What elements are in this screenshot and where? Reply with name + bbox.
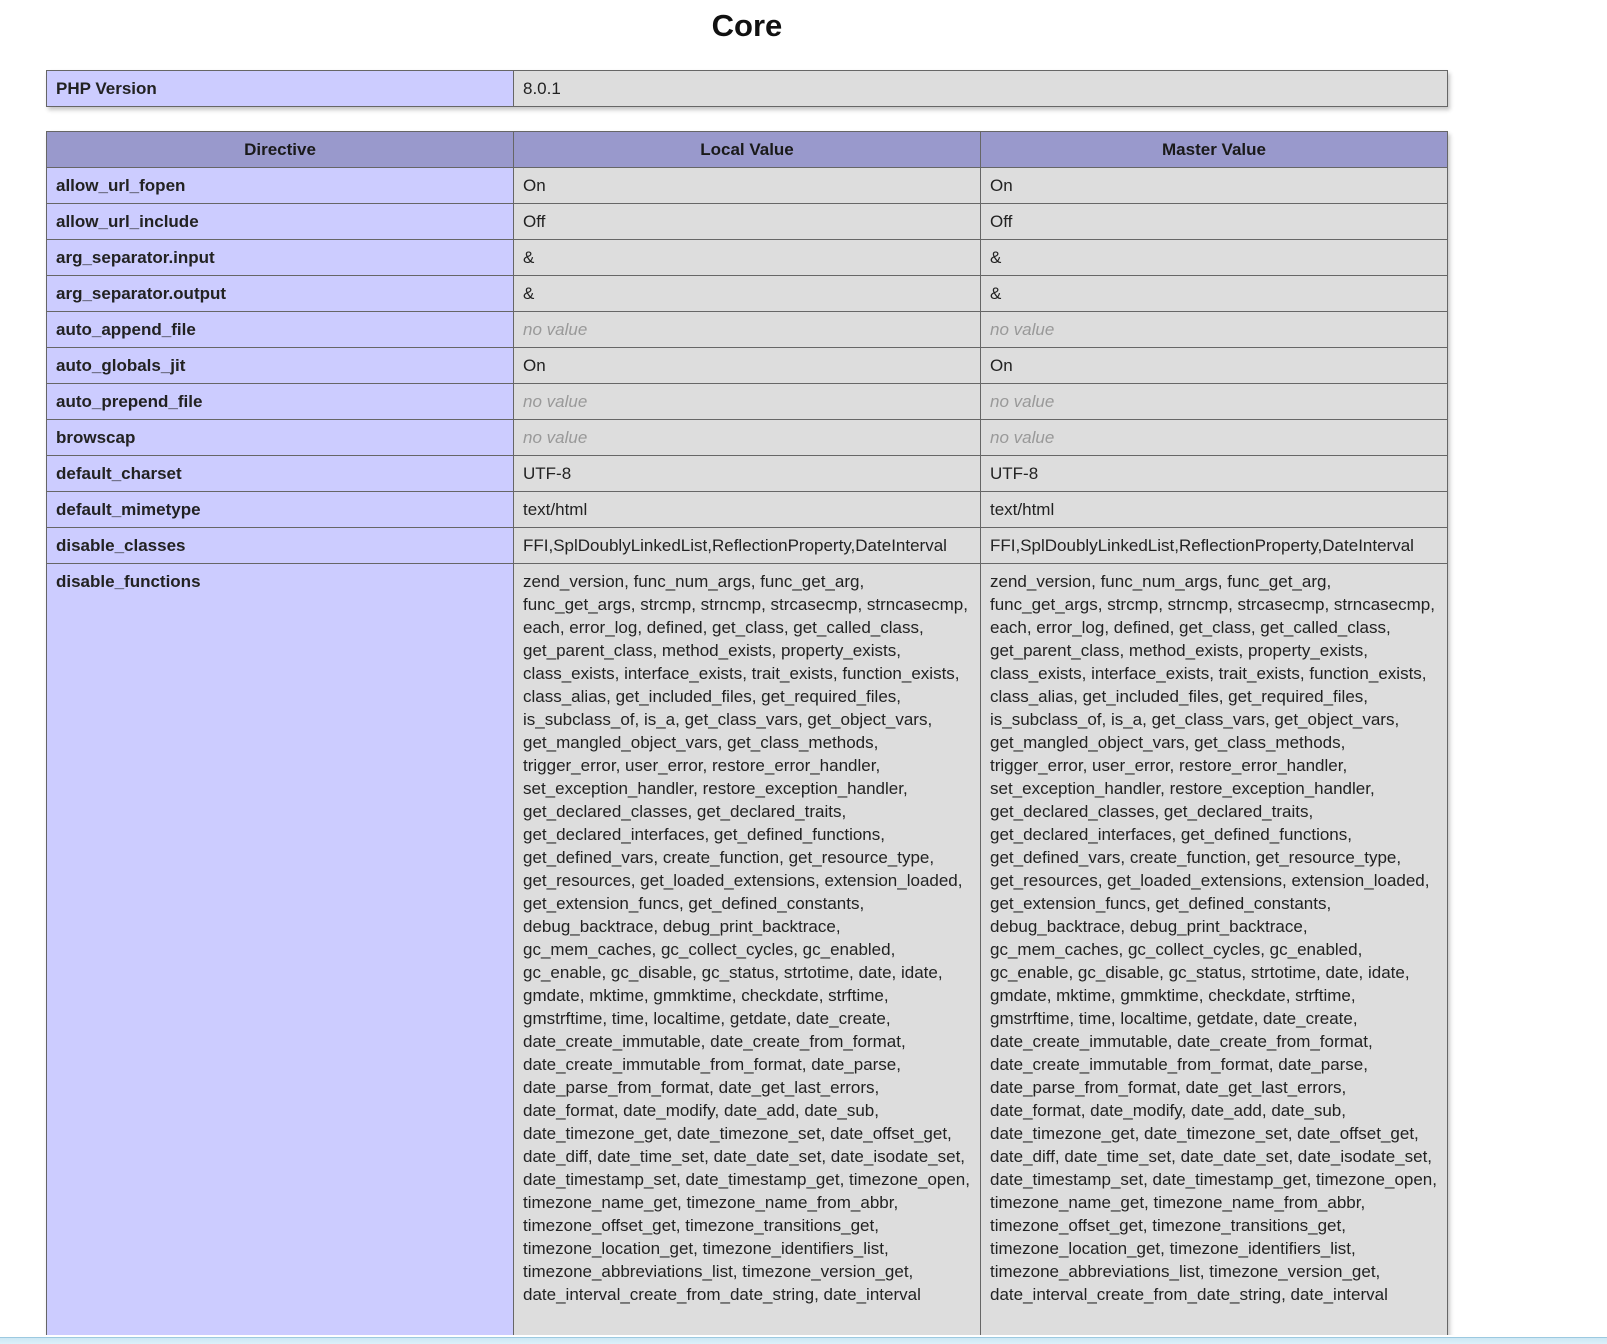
php-version-label: PHP Version <box>47 71 514 107</box>
directive-name: disable_classes <box>47 528 514 564</box>
local-value: Off <box>514 204 981 240</box>
directive-row <box>47 312 1448 348</box>
directive-name: browscap <box>47 420 514 456</box>
directive-name: auto_prepend_file <box>47 384 514 420</box>
php-version-value: 8.0.1 <box>514 71 1448 107</box>
local-value: no value <box>514 384 981 420</box>
local-value: text/html <box>514 492 981 528</box>
local-value: no value <box>514 312 981 348</box>
local-value: & <box>514 240 981 276</box>
directive-row <box>47 420 1448 456</box>
taskbar-edge <box>0 1335 1607 1344</box>
local-value: FFI,SplDoublyLinkedList,ReflectionProperty,DateInterval <box>514 528 981 564</box>
local-value: On <box>514 348 981 384</box>
column-header-master-value: Master Value <box>981 132 1448 168</box>
directive-rows <box>47 168 1448 1344</box>
master-value: UTF-8 <box>981 456 1448 492</box>
phpinfo-core-section <box>46 8 1448 1344</box>
master-value: text/html <box>981 492 1448 528</box>
directive-name: disable_functions <box>47 564 514 1344</box>
core-directives-table <box>46 131 1448 1344</box>
local-value: & <box>514 276 981 312</box>
directive-row <box>47 456 1448 492</box>
master-value: & <box>981 240 1448 276</box>
master-value: Off <box>981 204 1448 240</box>
directive-row <box>47 492 1448 528</box>
master-value: no value <box>981 384 1448 420</box>
directive-name: default_mimetype <box>47 492 514 528</box>
column-header-directive: Directive <box>47 132 514 168</box>
local-value: UTF-8 <box>514 456 981 492</box>
directive-name: arg_separator.input <box>47 240 514 276</box>
master-value: On <box>981 168 1448 204</box>
directive-name: allow_url_include <box>47 204 514 240</box>
master-value: On <box>981 348 1448 384</box>
directive-row <box>47 564 1448 1344</box>
table-header-row <box>47 132 1448 168</box>
php-version-row <box>47 71 1448 107</box>
directive-row <box>47 384 1448 420</box>
directive-name: arg_separator.output <box>47 276 514 312</box>
local-value: zend_version, func_num_args, func_get_arg, func_get_args, strcmp, strncmp, strcasecmp, strncasecmp, each, error_log, defined, get_class, get_called_class, get_parent_class, method_exists, property_exists, class_exists, interface_exists, trait_exists, function_exists, class_alias, get_included_files, get_required_files, is_subclass_of, is_a, get_class_vars, get_object_vars, get_mangled_object_vars, get_class_methods, trigger_error, user_error, restore_error_handler, set_exception_handler, restore_exception_handler, get_declared_classes, get_declared_traits, get_declared_interfaces, get_defined_functions, get_defined_vars, create_function, get_resource_type, get_resources, get_loaded_extensions, extension_loaded, get_extension_funcs, get_defined_constants, debug_backtrace, debug_print_backtrace, gc_mem_caches, gc_collect_cycles, gc_enabled, gc_enable, gc_disable, gc_status, strtotime, date, idate, gmdate, mktime, gmmktime, checkdate, strftime, gmstrftime, time, localtime, getdate, date_create, date_create_immutable, date_create_from_format, date_create_immutable_from_format, date_parse, date_parse_from_format, date_get_last_errors, date_format, date_modify, date_add, date_sub, date_timezone_get, date_timezone_set, date_offset_get, date_diff, date_time_set, date_date_set, date_isodate_set, date_timestamp_set, date_timestamp_get, timezone_open, timezone_name_get, timezone_name_from_abbr, timezone_offset_get, timezone_transitions_get, timezone_location_get, timezone_identifiers_list, timezone_abbreviations_list, timezone_version_get, date_interval_create_from_date_string, date_interval <box>514 564 981 1344</box>
directive-row <box>47 348 1448 384</box>
directive-row <box>47 240 1448 276</box>
master-value: no value <box>981 420 1448 456</box>
master-value: FFI,SplDoublyLinkedList,ReflectionProperty,DateInterval <box>981 528 1448 564</box>
directive-row <box>47 204 1448 240</box>
master-value: no value <box>981 312 1448 348</box>
master-value: zend_version, func_num_args, func_get_arg, func_get_args, strcmp, strncmp, strcasecmp, strncasecmp, each, error_log, defined, get_class, get_called_class, get_parent_class, method_exists, property_exists, class_exists, interface_exists, trait_exists, function_exists, class_alias, get_included_files, get_required_files, is_subclass_of, is_a, get_class_vars, get_object_vars, get_mangled_object_vars, get_class_methods, trigger_error, user_error, restore_error_handler, set_exception_handler, restore_exception_handler, get_declared_classes, get_declared_traits, get_declared_interfaces, get_defined_functions, get_defined_vars, create_function, get_resource_type, get_resources, get_loaded_extensions, extension_loaded, get_extension_funcs, get_defined_constants, debug_backtrace, debug_print_backtrace, gc_mem_caches, gc_collect_cycles, gc_enabled, gc_enable, gc_disable, gc_status, strtotime, date, idate, gmdate, mktime, gmmktime, checkdate, strftime, gmstrftime, time, localtime, getdate, date_create, date_create_immutable, date_create_from_format, date_create_immutable_from_format, date_parse, date_parse_from_format, date_get_last_errors, date_format, date_modify, date_add, date_sub, date_timezone_get, date_timezone_set, date_offset_get, date_diff, date_time_set, date_date_set, date_isodate_set, date_timestamp_set, date_timestamp_get, timezone_open, timezone_name_get, timezone_name_from_abbr, timezone_offset_get, timezone_transitions_get, timezone_location_get, timezone_identifiers_list, timezone_abbreviations_list, timezone_version_get, date_interval_create_from_date_string, date_interval <box>981 564 1448 1344</box>
directive-name: auto_globals_jit <box>47 348 514 384</box>
directive-name: default_charset <box>47 456 514 492</box>
directive-name: allow_url_fopen <box>47 168 514 204</box>
directive-row <box>47 528 1448 564</box>
column-header-local-value: Local Value <box>514 132 981 168</box>
directive-row <box>47 276 1448 312</box>
local-value: no value <box>514 420 981 456</box>
php-version-table <box>46 70 1448 107</box>
directive-name: auto_append_file <box>47 312 514 348</box>
local-value: On <box>514 168 981 204</box>
master-value: & <box>981 276 1448 312</box>
section-title: Core <box>711 8 783 43</box>
directive-row <box>47 168 1448 204</box>
